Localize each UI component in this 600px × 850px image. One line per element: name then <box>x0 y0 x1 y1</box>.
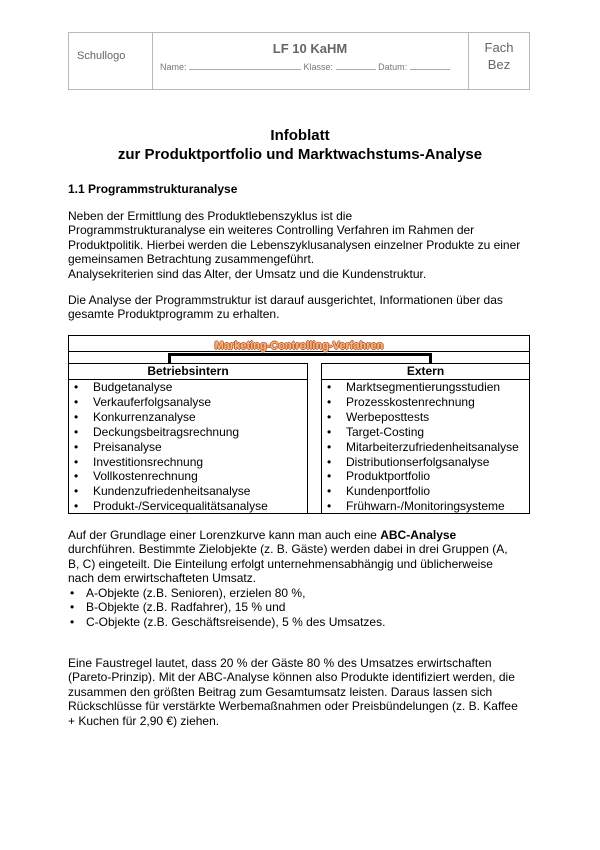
bullet-icon: • <box>74 454 79 469</box>
bullet-icon: • <box>70 586 75 600</box>
bullet-icon: • <box>74 499 79 514</box>
list-item <box>322 380 529 395</box>
text-line: Neben der Ermittlung des Produktlebenszyklus ist die <box>68 209 353 223</box>
text-line <box>68 528 538 542</box>
bullet-icon: • <box>327 409 332 424</box>
section-heading: 1.1 Programmstrukturanalyse <box>68 182 238 196</box>
list-item <box>68 600 385 614</box>
intro-paragraph <box>68 209 538 281</box>
abc-paragraph <box>68 528 538 586</box>
internal-methods-list <box>69 380 307 514</box>
list-item <box>322 395 529 410</box>
document-subtitle: zur Produktportfolio und Marktwachstums-Analyse <box>117 146 483 163</box>
list-item-text: Budgetanalyse <box>93 380 173 394</box>
school-logo-cell <box>69 33 153 89</box>
list-item-text: Produktportfolio <box>346 469 431 484</box>
list-item-text: Kundenportfolio <box>346 484 431 499</box>
bullet-icon: • <box>74 439 79 454</box>
list-item <box>322 410 529 425</box>
bullet-icon: • <box>327 394 332 409</box>
text-line: Analysekriterien sind das Alter, der Umsatz und die Kundenstruktur. <box>68 266 427 281</box>
subject-cell <box>468 33 529 89</box>
list-item-text: Kundenzufriedenheitsanalyse <box>93 484 251 499</box>
bullet-icon: • <box>74 484 79 499</box>
text-line: Die Analyse der Programmstruktur ist darauf ausgerichtet, Informationen über das <box>68 293 503 307</box>
text-line: B, C) eingeteilt. Die Einteilung erfolgt unternehmensabhängig und üblicherweise <box>68 556 493 571</box>
abc-term: ABC-Analyse <box>380 528 457 542</box>
bullet-icon: • <box>327 499 332 514</box>
bullet-icon: • <box>74 394 79 409</box>
list-item <box>69 455 307 470</box>
diagram-title-bar <box>68 335 530 352</box>
list-item <box>69 380 307 395</box>
abc-bullet-list <box>68 586 385 629</box>
list-item-text: Werbeposttests <box>346 409 430 424</box>
bullet-icon: • <box>74 409 79 424</box>
bullet-icon: • <box>70 614 75 629</box>
list-item <box>322 455 529 470</box>
class-line <box>336 61 376 70</box>
diagram-title: Marketing-Controlling-Verfahren <box>214 340 384 352</box>
list-item-text: Verkauferfolgsanalyse <box>93 394 212 409</box>
bullet-icon: • <box>74 380 79 394</box>
list-item-text: B-Objekte (z.B. Radfahrer), 15 % und <box>86 600 286 615</box>
student-fields <box>160 61 450 72</box>
abc-intro: Auf der Grundlage einer Lorenzkurve kann man auch eine <box>68 528 381 542</box>
internal-methods-box <box>68 363 308 514</box>
document-title: Infoblatt <box>270 127 330 144</box>
list-item-text: Distributionserfolgsanalyse <box>346 454 490 469</box>
external-methods-list <box>322 380 529 514</box>
school-logo-placeholder: Schullogo <box>77 50 126 62</box>
subject-line-1: Fach <box>484 40 514 55</box>
list-item <box>68 586 385 600</box>
subject-line-2: Bez <box>487 57 511 72</box>
list-item <box>69 425 307 440</box>
header-info-cell <box>152 33 468 89</box>
bullet-icon: • <box>327 469 332 484</box>
list-item-text: Frühwarn-/Monitoringsysteme <box>346 499 505 514</box>
list-item <box>69 499 307 514</box>
bullet-icon: • <box>70 600 75 615</box>
text-line: Rückschlüsse für verstärkte Werbemaßnahmen oder Preisbündelungen (z. B. Kaffee <box>68 699 518 714</box>
list-item-text: Deckungsbeitragsrechnung <box>93 424 240 439</box>
list-item <box>322 484 529 499</box>
text-line: Produktpolitik. Hierbei werden die Lebenszyklusanalysen einzelner Produkte zu einer <box>68 237 521 252</box>
bullet-icon: • <box>327 380 332 394</box>
bullet-icon: • <box>327 484 332 499</box>
text-line: gesamte Produktprogramm zu erhalten. <box>68 307 280 322</box>
pareto-paragraph <box>68 656 538 728</box>
list-item-text: A-Objekte (z.B. Senioren), erzielen 80 %, <box>86 586 306 600</box>
bullet-icon: • <box>327 454 332 469</box>
list-item-text: C-Objekte (z.B. Geschäftsreisende), 5 % des Umsatzes. <box>86 614 386 629</box>
list-item <box>322 425 529 440</box>
text-line: Programmstrukturanalyse ein weiteres Controlling Verfahren im Rahmen der <box>68 223 475 238</box>
text-line: gemeinsamen Betrachtung zusammengeführt. <box>68 252 315 267</box>
list-item <box>69 469 307 484</box>
bullet-icon: • <box>327 439 332 454</box>
list-item-text: Mitarbeiterzufriedenheitsanalyse <box>346 439 519 454</box>
connector-bracket <box>168 353 432 363</box>
bullet-icon: • <box>327 424 332 439</box>
text-line: (Pareto-Prinzip). Mit der ABC-Analyse können also Produkte identifiziert werden, die <box>68 670 515 685</box>
list-item <box>69 484 307 499</box>
list-item <box>69 410 307 425</box>
bullet-icon: • <box>74 469 79 484</box>
date-line <box>410 61 450 70</box>
text-line: Eine Faustregel lautet, dass 20 % der Gäste 80 % des Umsatzes erwirtschaften <box>68 656 492 670</box>
list-item-text: Prozesskostenrechnung <box>346 394 475 409</box>
list-item-text: Konkurrenzanalyse <box>93 409 196 424</box>
list-item <box>69 395 307 410</box>
list-item-text: Vollkostenrechnung <box>93 469 198 484</box>
text-line: durchführen. Bestimmte Zielobjekte (z. B. Gäste) werden dabei in drei Gruppen (A, <box>68 542 508 557</box>
external-header: Extern <box>322 364 529 380</box>
list-item-text: Target-Costing <box>346 424 425 439</box>
class-label: Klasse: <box>303 62 334 72</box>
date-label: Datum: <box>378 62 408 72</box>
list-item <box>322 440 529 455</box>
list-item-text: Produkt-/Servicequalitätsanalyse <box>93 499 268 514</box>
list-item-text: Preisanalyse <box>93 439 162 454</box>
external-methods-box <box>321 363 530 514</box>
analysis-paragraph <box>68 293 538 322</box>
bullet-icon: • <box>74 424 79 439</box>
worksheet-header <box>68 32 530 90</box>
list-item-text: Marktsegmentierungsstudien <box>346 380 501 394</box>
text-line: + Kuchen für 2,90 €) ziehen. <box>68 713 220 728</box>
internal-header: Betriebsintern <box>69 364 307 380</box>
list-item-text: Investitionsrechnung <box>93 454 204 469</box>
text-line: nach dem erwirtschafteten Umsatz. <box>68 571 257 586</box>
list-item <box>68 615 385 629</box>
list-item <box>69 440 307 455</box>
name-line <box>189 61 301 70</box>
text-line: zusammen den größten Beitrag zum Gesamtumsatz leisten. Daraus lassen sich <box>68 684 493 699</box>
name-label: Name: <box>160 62 187 72</box>
marketing-controlling-diagram <box>68 335 530 514</box>
list-item <box>322 469 529 484</box>
course-title: LF 10 KaHM <box>272 41 348 56</box>
list-item <box>322 499 529 514</box>
